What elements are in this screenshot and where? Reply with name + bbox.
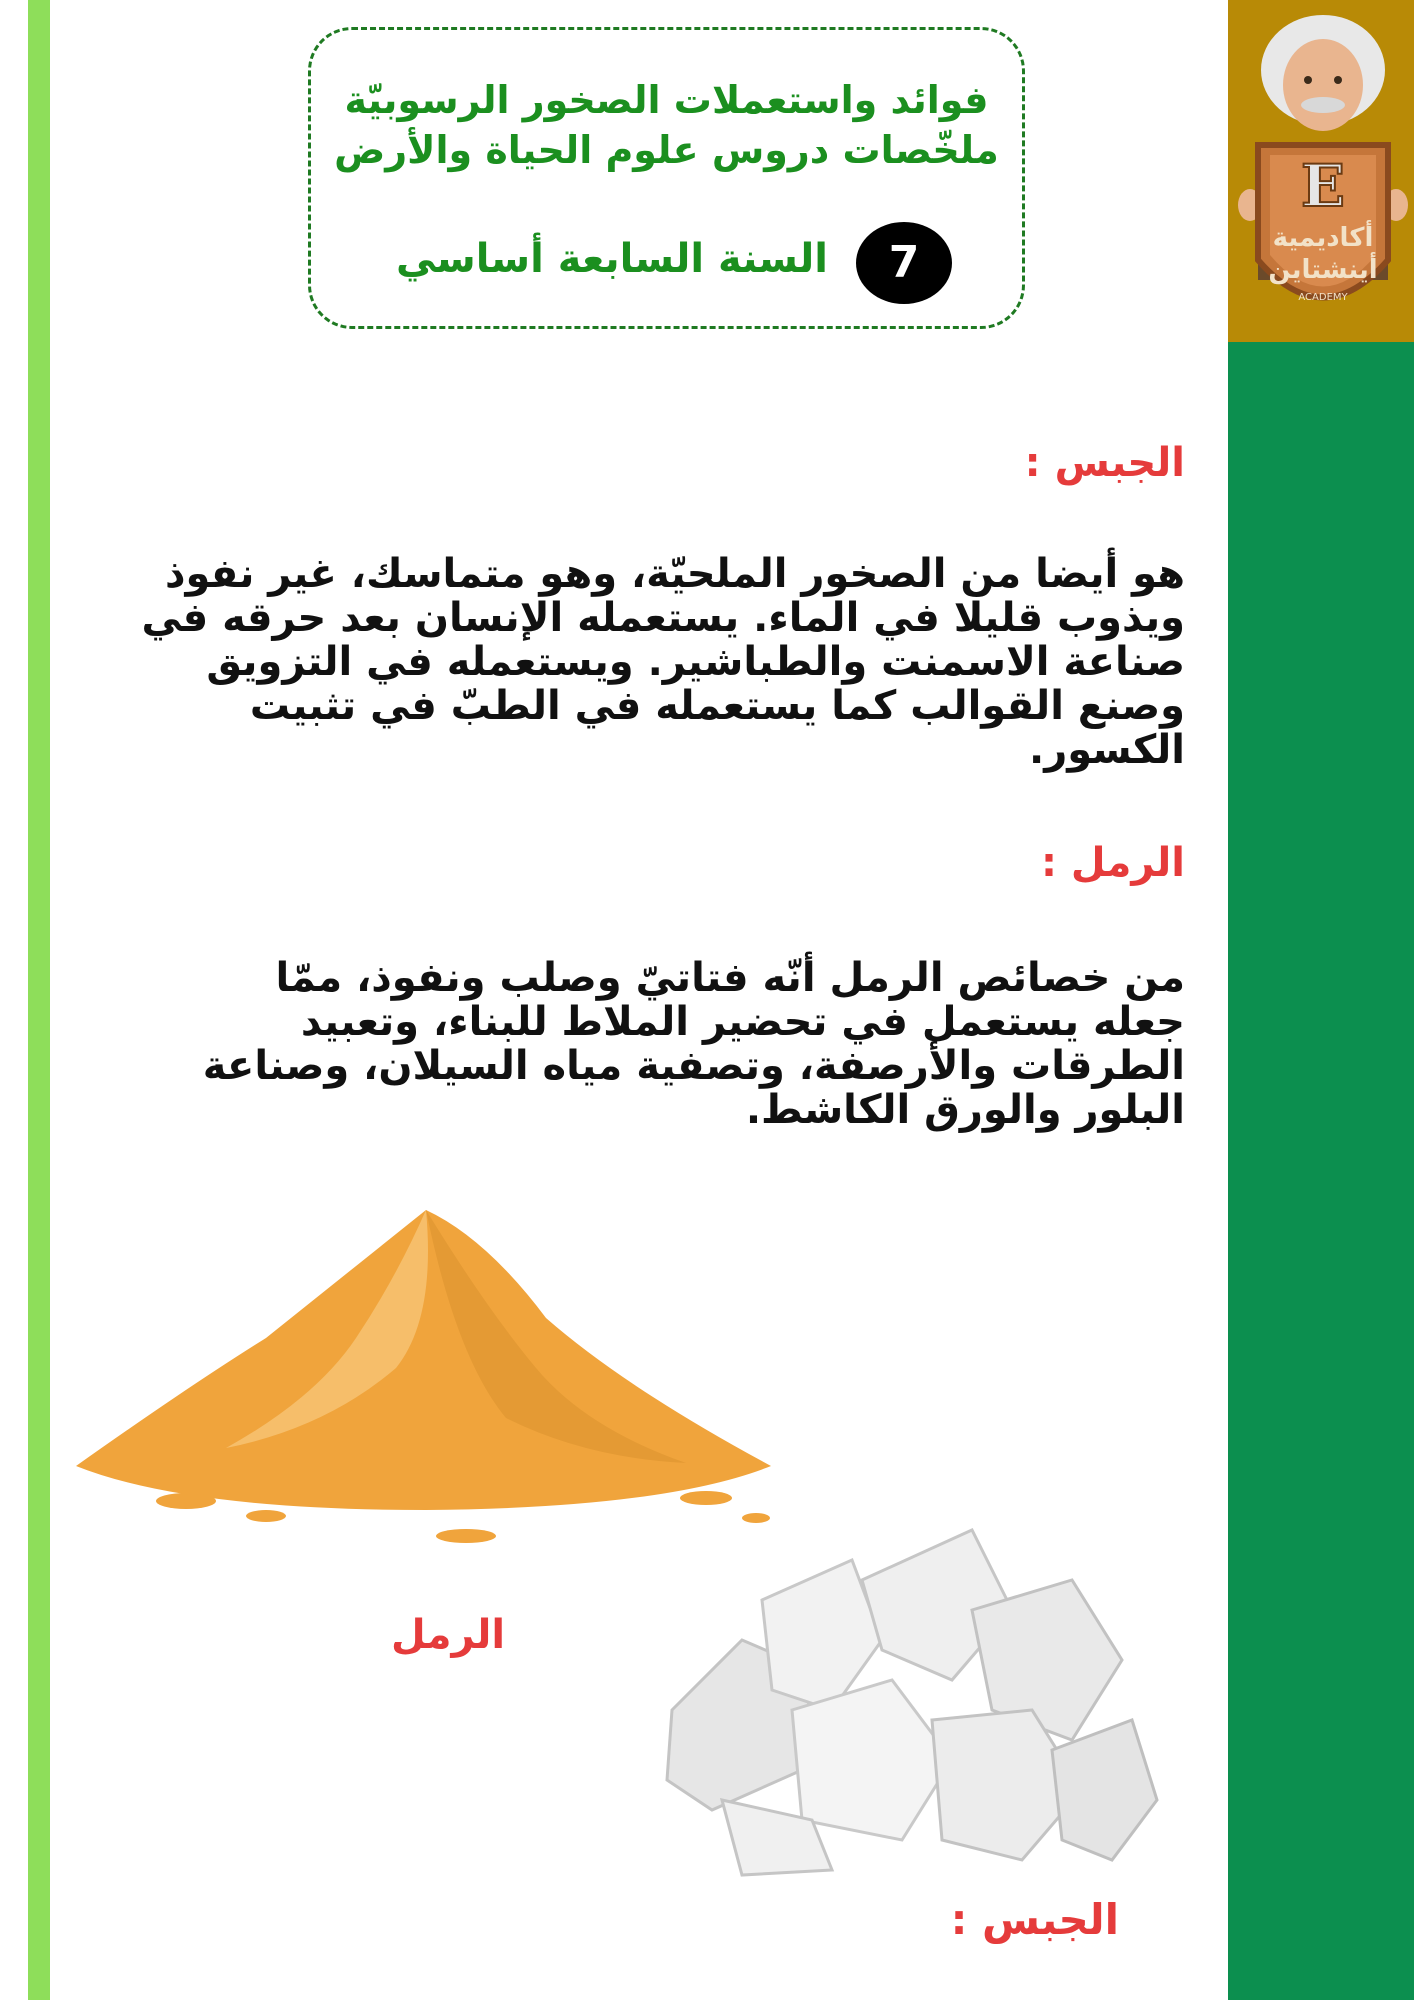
sand-paragraph: من خصائص الرمل أنّه فتاتيّ وصلب ونفوذ، ممّا جعله يستعمل في تحضير الملاط للبناء، وتعبيد الطرقات والأرصفة، وتصفية مياه السيلان، وصناعة البلور والورق الكاشط. (202, 955, 1185, 1133)
sand-pile-image (66, 1198, 786, 1553)
grade-row (311, 215, 1022, 305)
gypsum-rocks-image (652, 1520, 1162, 1882)
sand-caption: الرمل (391, 1612, 506, 1658)
svg-text:E: E (1300, 152, 1346, 220)
svg-text:أينشتاين: أينشتاين (1268, 255, 1378, 285)
gypsum-caption: الجبس : (950, 1895, 1119, 1944)
gypsum-section-title: الجبس : (1024, 440, 1185, 486)
grade-label: السنة السابعة أساسي (395, 236, 828, 282)
header-title-line2: ملخّصات دروس علوم الحياة والأرض (334, 128, 999, 172)
svg-text:ACADEMY: ACADEMY (1298, 292, 1348, 303)
einstein-mascot-image (1228, 0, 1414, 342)
left-border-stripe (28, 0, 50, 2000)
header-title-line1: فوائد واستعملات الصخور الرسوبيّة (344, 78, 989, 122)
gypsum-paragraph: هو أيضا من الصخور الملحيّة، وهو متماسك، غير نفوذ ويذوب قليلا في الماء. يستعمله الإنسان بعد حرقه في صناعة الاسمنت والطباشير. ويستعمله في التزويق وصنع القوالب كما يستعمله في الطبّ في تثبيت الكسور. (141, 551, 1185, 773)
svg-text:أكاديمية: أكاديمية (1272, 223, 1374, 253)
title-header-box (308, 27, 1025, 329)
academy-logo (1228, 0, 1414, 342)
grade-number-badge: 7 (856, 222, 952, 304)
sand-section-title: الرمل : (1040, 840, 1185, 886)
